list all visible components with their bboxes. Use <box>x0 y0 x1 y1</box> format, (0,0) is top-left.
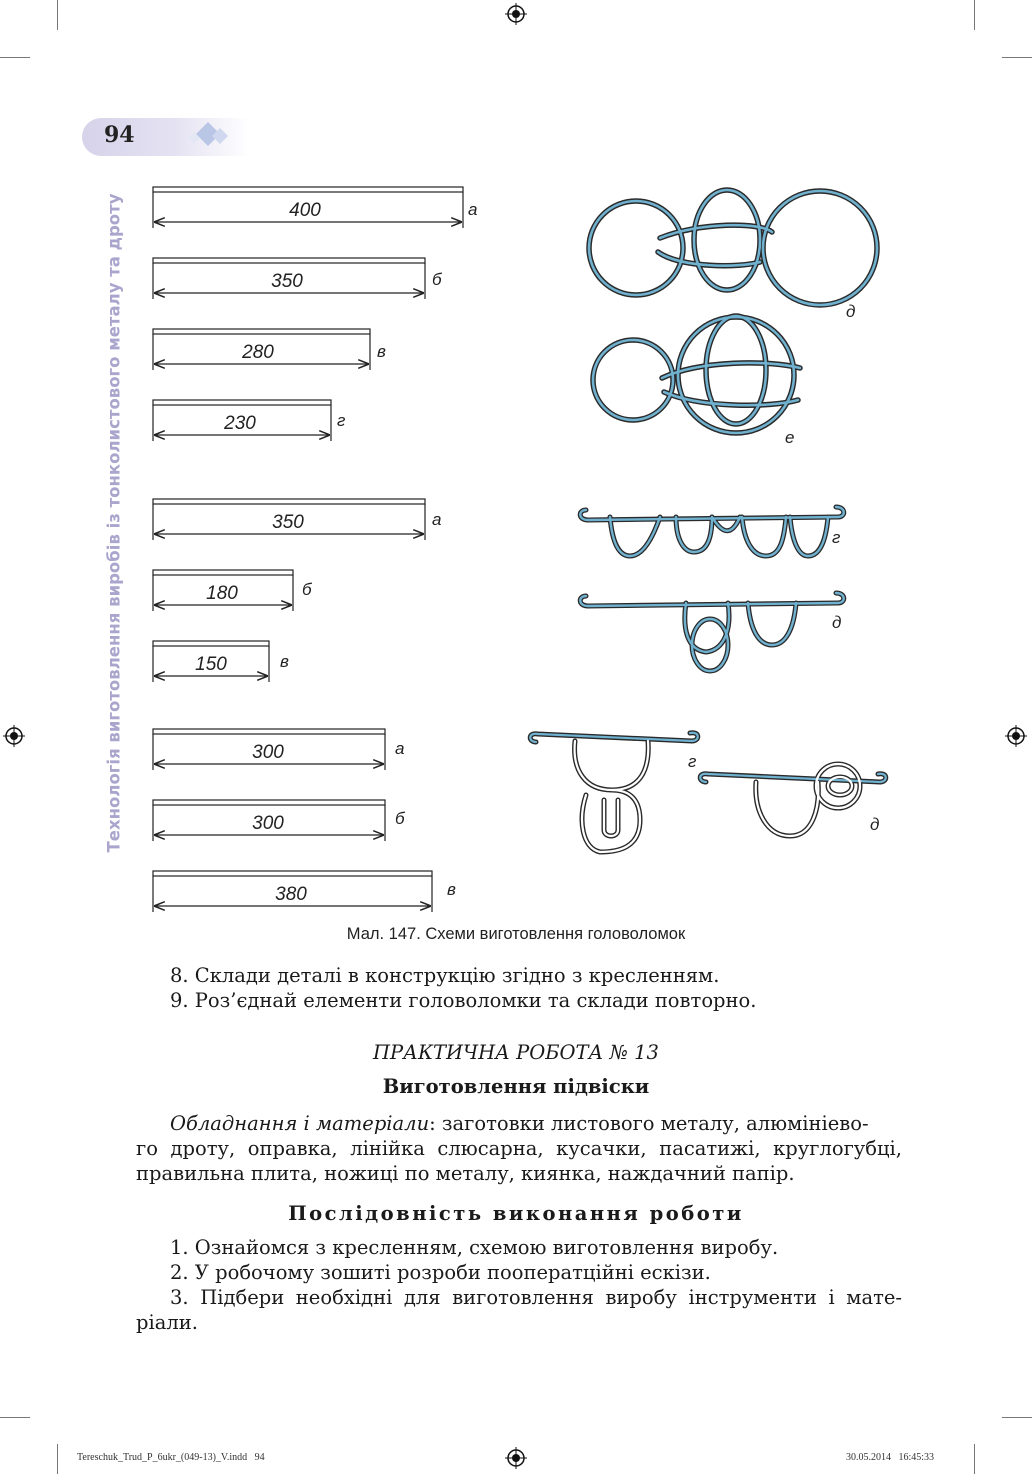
dimension-letter: в <box>377 342 386 361</box>
print-slug-timestamp: 30.05.2014 16:45:33 <box>846 1452 935 1463</box>
dimension-value: 400 <box>289 200 321 221</box>
equipment-line-1 <box>170 1112 902 1136</box>
dimension-letter: б <box>302 580 312 599</box>
step-item: 8. Склади деталі в конструкцію згідно з кресленням. <box>170 964 720 987</box>
drawing-letter: е <box>785 428 795 447</box>
print-slug-file: Tereschuk_Trud_P_6ukr_(049-13)_V.indd 94 <box>77 1452 265 1463</box>
dimension-value: 300 <box>252 742 284 763</box>
dimension-letter: б <box>395 809 405 828</box>
wire-puzzle-drawing-5 <box>530 733 698 852</box>
dimension-value: 350 <box>272 512 304 533</box>
dimension-letter: а <box>395 739 405 758</box>
dimension-letter: в <box>447 880 456 899</box>
dimension-value: 180 <box>206 583 238 604</box>
dimension-value: 380 <box>275 884 307 905</box>
wire-puzzle-drawing-4 <box>580 593 844 671</box>
step-item: 1. Ознайомся з кресленням, схемою виготовлення виробу. <box>170 1236 779 1259</box>
wire-puzzle-drawing-6 <box>700 764 886 836</box>
step-item: 3. Підбери необхідні для виготовлення виробу інструменти і мате- <box>170 1286 902 1309</box>
equipment-line-2: го дроту, оправка, лінійка слюсарна, кусачки, пасатижі, круглогубці, <box>136 1137 902 1160</box>
equipment-text: : заготовки листового металу, алюмініево- <box>429 1112 869 1135</box>
practical-work-heading: ПРАКТИЧНА РОБОТА № 13 <box>373 1041 659 1064</box>
dimension-letter: г <box>337 411 346 430</box>
step-item: 9. Роз’єднай елементи головоломки та склади повторно. <box>170 989 757 1012</box>
dimension-value: 150 <box>195 654 227 675</box>
wire-puzzle-drawing-3 <box>580 507 844 556</box>
dimension-letter: а <box>432 510 442 529</box>
drawing-letter: д <box>870 815 880 834</box>
side-running-title: Технологія виготовлення виробів із тонколистового металу та дроту <box>104 193 124 853</box>
practical-work-title: Виготовлення підвіски <box>382 1075 650 1098</box>
drawing-letter: г <box>832 528 841 547</box>
step-item: 2. У робочому зошиті розроби пооператційні ескізи. <box>170 1261 711 1284</box>
drawing-letter: д <box>832 613 842 632</box>
drawing-letter: г <box>688 752 697 771</box>
dimension-value: 230 <box>224 413 256 434</box>
sequence-heading: Послідовність виконання роботи <box>288 1202 744 1225</box>
wire-puzzle-drawing-2 <box>593 316 800 433</box>
drawing-letter: д <box>846 302 856 321</box>
page-number: 94 <box>104 122 135 148</box>
dimension-value: 300 <box>252 813 284 834</box>
figure-caption: Мал. 147. Схеми виготовлення головоломок <box>346 925 686 943</box>
wire-puzzle-drawing-1 <box>589 190 877 305</box>
equipment-label: Обладнання і матеріали <box>170 1112 430 1135</box>
dimension-letter: б <box>432 270 442 289</box>
equipment-line-3: правильна плита, ножиці по металу, киянка, наждачний папір. <box>136 1162 795 1185</box>
dimension-letter: а <box>468 200 478 219</box>
dimension-letter: в <box>280 652 289 671</box>
dimension-value: 280 <box>242 342 274 363</box>
step-item: ріали. <box>136 1311 198 1334</box>
dimension-value: 350 <box>271 271 303 292</box>
